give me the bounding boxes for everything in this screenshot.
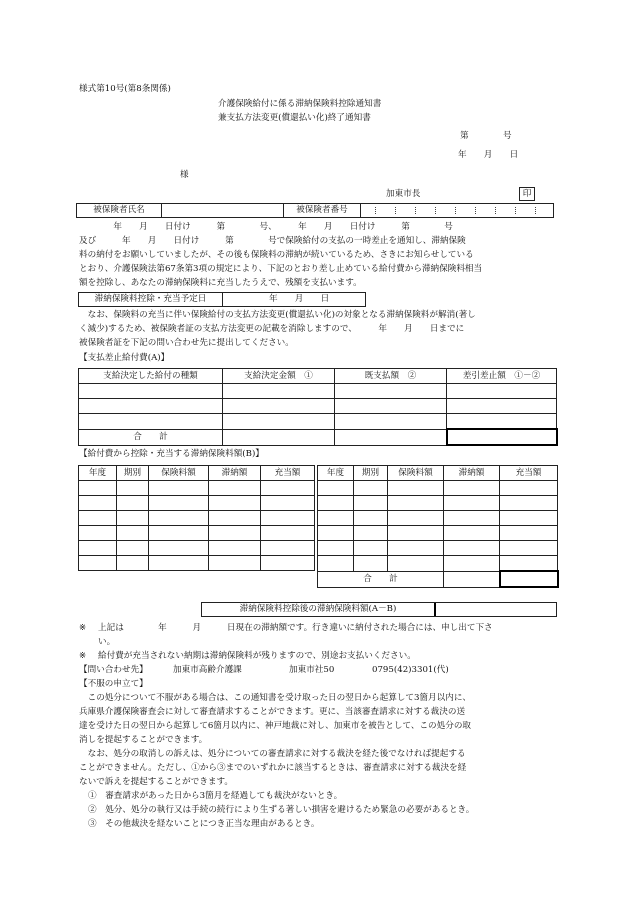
body-line: 年 月 日付け 第 号、 年 月 日付け 第 号: [79, 222, 453, 232]
table-row: [318, 496, 558, 511]
document-title-line2: 兼支払方法変更(償還払い化)終了通知書: [218, 113, 371, 123]
note-mark: ※: [79, 623, 87, 633]
table-a-header: 既支払額 ②: [335, 369, 447, 384]
table-b-header: 年度: [318, 466, 354, 481]
form-number: 様式第10号(第8条関係): [79, 84, 171, 94]
table-b-header: 滞納額: [444, 466, 500, 481]
table-a-total-label: 合 計: [79, 429, 223, 445]
deduction-date-label: 滞納保険料控除・充当予定日: [79, 293, 223, 306]
table-a-header: 差引差止額 ①－②: [447, 369, 557, 384]
table-row: [79, 556, 315, 571]
note-1-line1: 上記は 年 月 日現在の滞納額です。行き違いに納付された場合には、申し出て下さ: [98, 623, 493, 633]
table-row: [79, 414, 557, 430]
table-row: [318, 481, 558, 496]
appeal-line: なお、処分の取消しの訴えは、処分についての審査請求に対する裁決を経た後でなければ提起する: [79, 749, 466, 759]
table-b-header: 充当額: [261, 466, 315, 481]
note-1-line2: い。: [98, 637, 116, 647]
appeal-line: 消しを提起することができます。: [79, 735, 208, 745]
addressee-suffix: 様: [180, 170, 189, 180]
deduction-date-value: 年 月 日: [269, 294, 330, 304]
section-b-title: 【給付費から控除・充当する滞納保険料額(B)】: [79, 449, 264, 459]
table-row: [318, 541, 558, 556]
document-title-line1: 介護保険給付に係る滞納保険料控除通知書: [218, 99, 382, 109]
table-b-right: [317, 465, 559, 588]
contact-address: 加東市社50: [289, 665, 335, 675]
condition-item: ① 審査請求があった日から3箇月を経過しても裁決がないとき。: [88, 791, 343, 801]
table-row: [79, 496, 315, 511]
note-2: 給付費が充当されない納期は滞納保険料が残りますので、別途お支払いください。: [98, 651, 416, 661]
note-mark: ※: [79, 651, 87, 661]
table-b-header: 保険料額: [388, 466, 444, 481]
appeal-line: 兵庫県介護保険審査会に対して審査請求することができます。更に、当該審査請求に対する裁決の送: [79, 707, 466, 717]
table-row: [79, 526, 315, 541]
section-a-title: 【支払差止給付費(A)】: [79, 353, 170, 363]
table-b-header: 充当額: [500, 466, 558, 481]
appeal-line: ないで訴えを提起することができます。: [79, 777, 234, 787]
body-line: とおり、介護保険法第67条第3項の規定により、下記のとおり差し止めている給付費から滞納保険料相当: [79, 264, 483, 274]
table-row: [79, 399, 557, 414]
insured-name-label: 被保険者氏名: [77, 204, 162, 217]
condition-item: ③ その他裁決を経ないことにつき正当な理由があるとき。: [88, 819, 320, 829]
table-a-header: 支給決定金額 ①: [223, 369, 335, 384]
body-line: なお、保険料の充当に伴い保険給付の支払方法変更(償還払い化)の対象となる滞納保険料が解消(著し: [79, 310, 476, 320]
table-a-total-value: [447, 429, 557, 445]
body-line: 料の納付をお願いしていましたが、その後も保険料の滞納が続いているため、さきにお知らせしている: [79, 250, 474, 260]
contact-phone: 0795(42)3301(代): [372, 665, 449, 675]
contact-dept: 加東市高齢介護課: [173, 665, 242, 675]
remaining-balance-box: [201, 602, 557, 617]
table-a-header: 支給決定した給付の種類: [79, 369, 223, 384]
table-row: [79, 384, 557, 399]
table-row: [318, 511, 558, 526]
table-row: [318, 526, 558, 541]
appeal-line: 達を受けた日の翌日から起算して6箇月以内に、神戸地裁に対し、加東市を被告として、この処分の取: [79, 721, 472, 731]
insured-info-row: [76, 203, 554, 218]
table-row: [79, 511, 315, 526]
table-b-header: 期別: [117, 466, 149, 481]
insured-number-label: 被保険者番号: [283, 204, 361, 217]
body-line: 及び 年 月 日付け 第 号で保険給付の支払の一時差止を通知し、滞納保険: [79, 236, 466, 246]
appeal-line: この処分について不服がある場合は、この通知書を受け取った日の翌日から起算して3箇月以内に、: [79, 693, 472, 703]
table-row: [318, 556, 558, 572]
insured-number-field: [359, 204, 553, 217]
deduction-date-box: [78, 292, 366, 307]
issuer: 加東市長: [386, 189, 421, 199]
document-number: 第 号: [460, 131, 512, 141]
document-date: 年 月 日: [458, 150, 519, 160]
table-b-header: 滞納額: [209, 466, 261, 481]
appeal-title: 【不服の申立て】: [79, 679, 148, 689]
remaining-balance-label: 滞納保険料控除後の滞納保険料額(A－B): [202, 603, 436, 616]
table-b-header: 保険料額: [149, 466, 209, 481]
table-b-left: [78, 465, 315, 571]
table-b-total-label: 合 計: [318, 571, 444, 587]
condition-item: ② 処分、処分の執行又は手続の続行により生ずる著しい損害を避けるため緊急の必要があるとき。: [88, 805, 475, 815]
table-row: [79, 541, 315, 556]
table-b-header: 期別: [354, 466, 388, 481]
table-b-total-value: [500, 571, 558, 587]
contact-label: 【問い合わせ先】: [79, 665, 148, 675]
table-b-header: 年度: [79, 466, 117, 481]
seal-icon: 印: [519, 187, 535, 201]
table-row: [79, 481, 315, 496]
body-line: く減少)するため、被保険者証の支払方法変更の記載を消除しますので、 年 月 日までに: [79, 324, 465, 334]
appeal-line: ことができません。ただし、①から③までのいずれかに該当するときは、審査請求に対する裁決を経: [79, 763, 467, 773]
body-line: 被保険者証を下記の問い合わせ先に提出してください。: [79, 338, 294, 348]
body-line: 額を控除し、あなたの滞納保険料に充当したうえで、残額を支払います。: [79, 278, 362, 288]
table-a: [78, 368, 558, 446]
